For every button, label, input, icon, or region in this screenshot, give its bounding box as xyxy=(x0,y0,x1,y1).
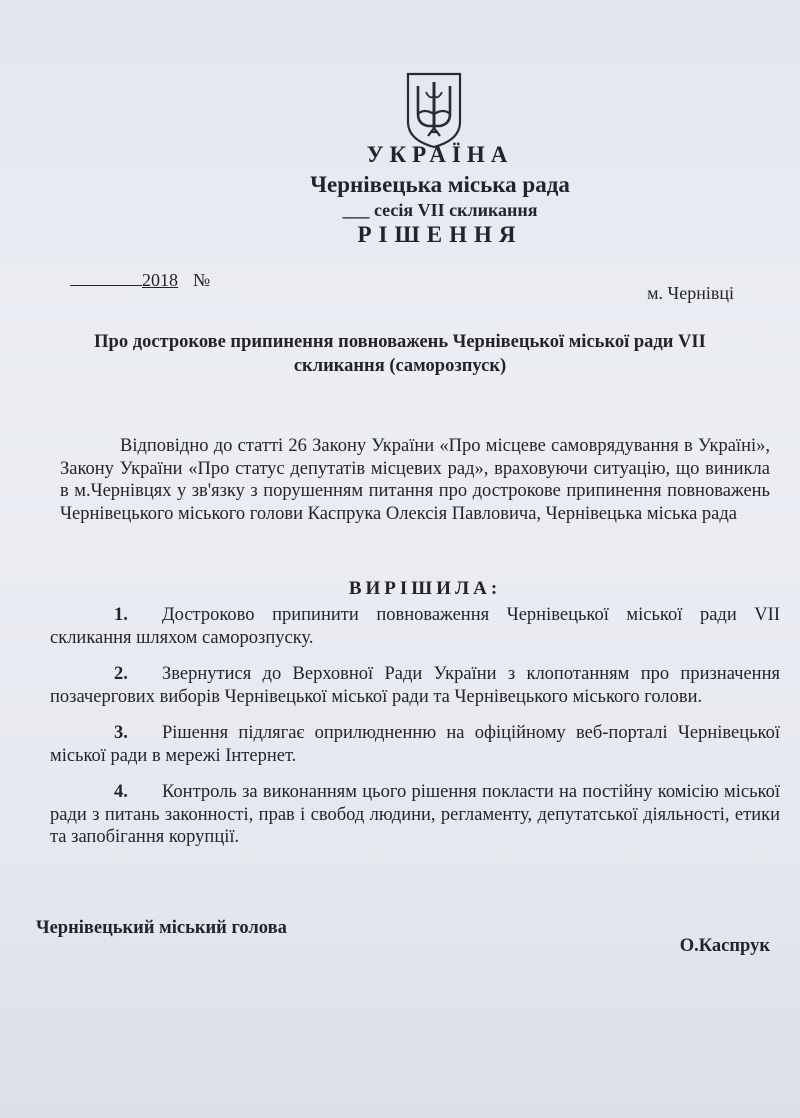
decision-items xyxy=(50,604,780,863)
date-blank xyxy=(70,284,142,286)
item-text: Звернутися до Верховної Ради України з клопотанням про призначення позачергових виборів Чернівецької міської ради та Чернівецького міського голови. xyxy=(50,664,780,707)
decision-item xyxy=(50,604,780,649)
document-year: 2018 xyxy=(142,270,178,290)
resolved-heading: ВИРІШИЛА: xyxy=(348,578,502,599)
document-city: м. Чернівці xyxy=(647,283,734,303)
document-subject: Про дострокове припинення повноважень Чернівецької міської ради VII скликання (саморозпуск) xyxy=(94,332,706,376)
item-number: 2. xyxy=(114,664,128,684)
council-heading: Чернівецька міська рада xyxy=(310,172,570,197)
item-text: Рішення підлягає оприлюдненню на офіційному веб-порталі Чернівецької міської ради в мережі Інтернет. xyxy=(50,723,780,766)
signatory-name: О.Каспрук xyxy=(679,936,770,956)
trident-coat-of-arms-icon xyxy=(404,70,464,150)
decision-item xyxy=(50,663,780,708)
item-text: Достроково припинити повноваження Чернівецької міської ради VII скликання шляхом саморозпуску. xyxy=(50,605,780,648)
item-number: 3. xyxy=(114,723,128,743)
item-number: 1. xyxy=(114,605,128,625)
document-number-sign: № xyxy=(193,270,211,290)
document-type-heading: РІШЕННЯ xyxy=(357,222,523,247)
signatory-title: Чернівецький міський голова xyxy=(36,918,287,938)
preamble-paragraph: Відповідно до статті 26 Закону України «Про місцеве самоврядування в Україні», Закону України «Про статус депутатів місцевих рад», враховуючи ситуацію, що виникла в м.Чернівцях у зв'язку з порушенням питання про дострокове припинення повноважень Чернівецького міського голови Каспрука Олексія Павловича, Чернівецька міська рада xyxy=(60,436,770,524)
item-text: Контроль за виконанням цього рішення покласти на постійну комісію міської ради з питань законності, прав і свобод людини, регламенту, депутатської діяльності, етики та запобігання корупції. xyxy=(50,782,780,847)
decision-item xyxy=(50,781,780,849)
country-heading: УКРАЇНА xyxy=(366,142,514,167)
session-heading: ___ сесія VII скликання xyxy=(342,200,538,220)
date-line xyxy=(70,270,210,291)
decision-item xyxy=(50,722,780,767)
item-number: 4. xyxy=(114,782,128,802)
